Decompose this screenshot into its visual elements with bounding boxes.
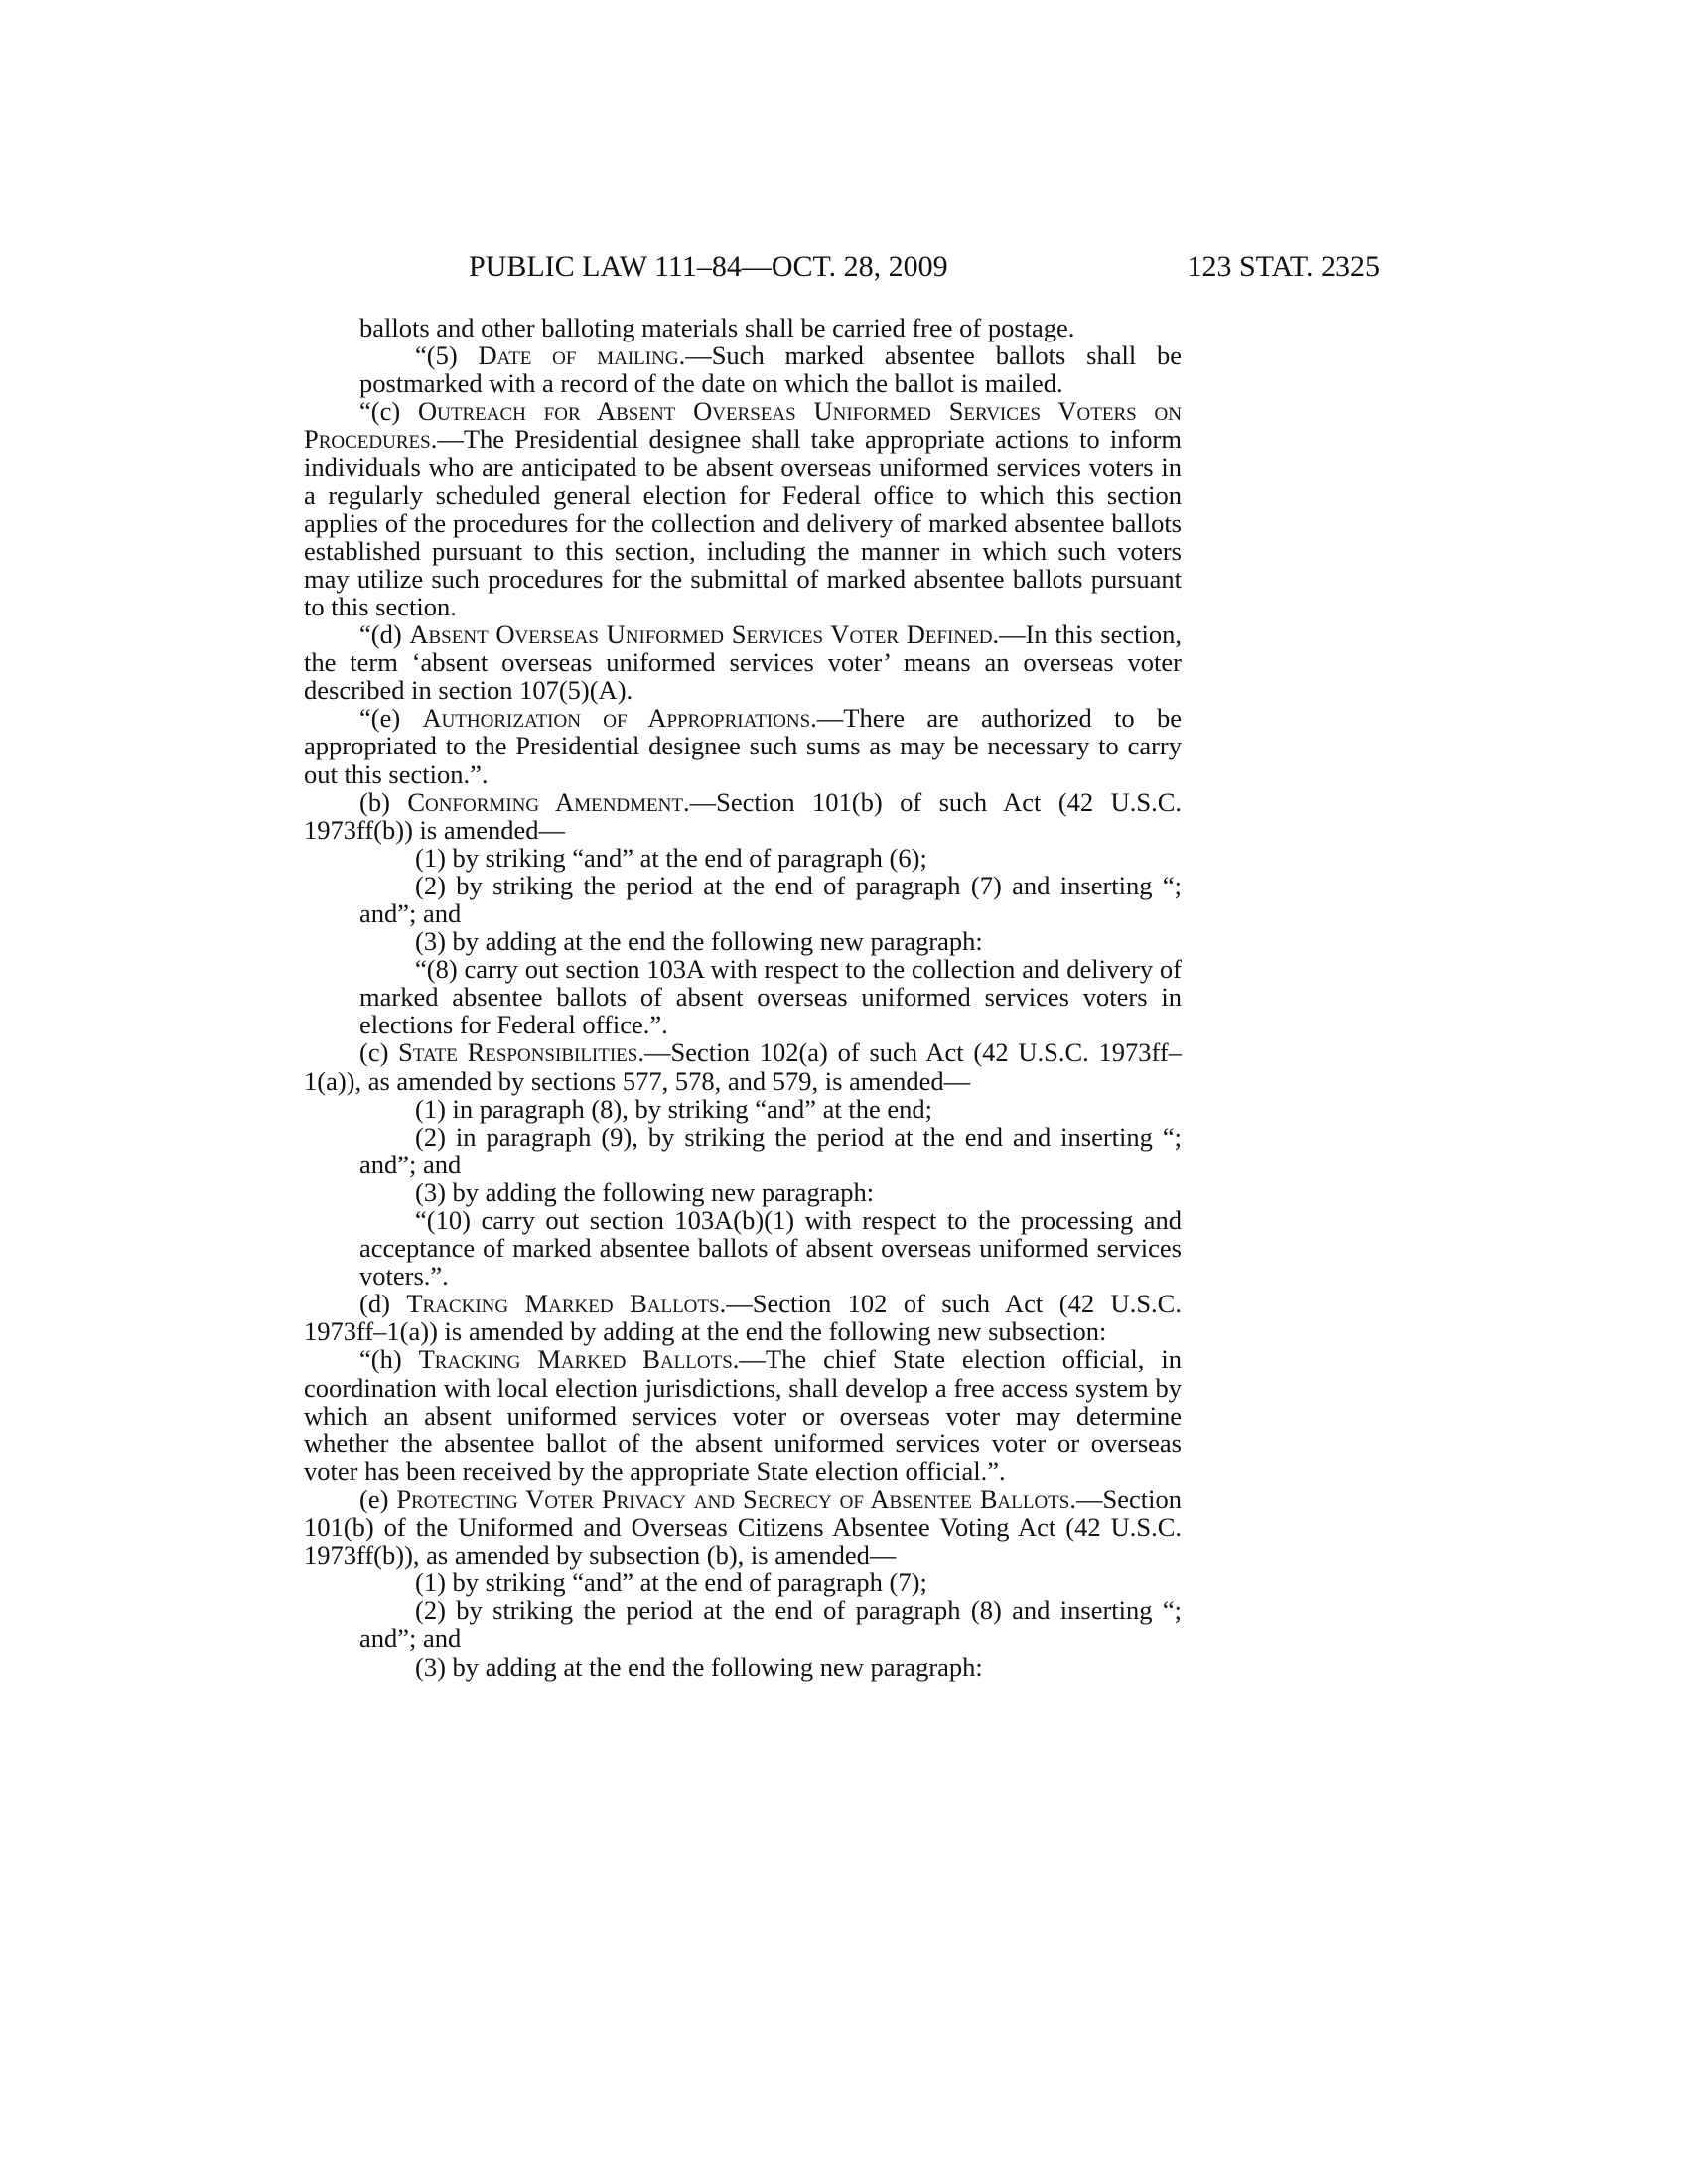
paragraph (304, 1290, 1182, 1345)
text-run: “(e) (359, 703, 423, 734)
section-heading: Tracking Marked Ballots (418, 1344, 733, 1375)
section-heading: Date of mailing (478, 341, 679, 371)
text-run: ballots and other balloting materials shall be carried free of postage. (359, 313, 1075, 342)
text-run: (1) by striking “and” at the end of paragraph (6); (415, 842, 927, 873)
paragraph (304, 1095, 1182, 1123)
text-run: (c) (359, 1037, 399, 1068)
text-run: .—The Presidential designee shall take appropriate actions to inform individuals who are anticipated to be absent overseas uniformed services voters in a regularly scheduled general election for Federal office to which this section applies of the procedures for the collection and delivery of marked absentee ballots established pursuant to this section, including the manner in which such voters may utilize such procedures for the submittal of marked absentee ballots pursuant to this section. (304, 424, 1182, 621)
paragraph (304, 1596, 1182, 1652)
section-heading: Outreach for Absent Overseas Uniformed Services Voters on Procedures (304, 396, 1182, 455)
text-run: “(5) (415, 341, 479, 371)
text-run: “(10) carry out section 103A(b)(1) with respect to the processing and acceptance of marked absentee ballots of absent overseas uniformed services voters.”. (359, 1205, 1182, 1292)
text-run: (e) (359, 1483, 397, 1514)
paragraph (304, 314, 1182, 341)
header-public-law: PUBLIC LAW 111–84—OCT. 28, 2009 (469, 250, 948, 283)
text-run: .—Section 101(b) of the Uniformed and Overseas Citizens Absentee Voting Act (42 U.S.C. 1973ff(b)), as amended by subsection (b), is amended— (304, 1483, 1182, 1570)
paragraph (304, 955, 1182, 1038)
paragraph (304, 1038, 1182, 1094)
header-stat-page: 123 STAT. 2325 (1187, 250, 1380, 283)
section-heading: Protecting Voter Privacy and Secrecy of Absentee Ballots (396, 1483, 1070, 1514)
text-run: (2) by striking the period at the end of paragraph (7) and inserting “; and”; and (359, 870, 1182, 928)
text-run: .—The chief State election official, in coordination with local election jurisdictions, shall develop a free access system by which an absent uniformed services voter or overseas voter may determine whether the absentee ballot of the absent uniformed services voter or overseas voter has been received by the appropriate State election official.”. (304, 1344, 1182, 1486)
paragraph (304, 1345, 1182, 1484)
paragraph (304, 704, 1182, 787)
document-body (304, 314, 1182, 1681)
paragraph (304, 1485, 1182, 1569)
text-run: “(h) (359, 1344, 419, 1375)
text-run: (3) by adding at the end the following new paragraph: (415, 926, 983, 957)
text-run: “(d) (359, 619, 410, 650)
text-run: .—There are authorized to be appropriated to the Presidential designee such sums as may be necessary to carry out this section.”. (304, 703, 1182, 789)
section-heading: State Responsibilities (398, 1037, 638, 1068)
paragraph (304, 1653, 1182, 1681)
text-run: .—Section 102(a) of such Act (42 U.S.C. 1973ff–1(a)), as amended by sections 577, 578, and 579, is amended— (304, 1037, 1182, 1096)
text-run: (1) in paragraph (8), by striking “and” at the end; (415, 1093, 932, 1124)
text-run: (2) by striking the period at the end of paragraph (8) and inserting “; and”; and (359, 1595, 1182, 1654)
text-run: (b) (359, 786, 408, 817)
text-run: .—In this section, the term ‘absent overseas uniformed services voter’ means an overseas voter described in section 107(5)(A). (304, 619, 1182, 706)
text-run: (3) by adding at the end the following new paragraph: (415, 1651, 983, 1682)
text-run: .—Section 101(b) of such Act (42 U.S.C. 1973ff(b)) is amended— (304, 786, 1183, 845)
paragraph (304, 844, 1182, 872)
text-run: (3) by adding the following new paragraph: (415, 1176, 875, 1207)
paragraph (304, 1569, 1182, 1596)
paragraph (304, 927, 1182, 955)
text-run: (2) in paragraph (9), by striking the period at the end and inserting “; and”; and (359, 1121, 1182, 1179)
paragraph (304, 1123, 1182, 1178)
page-header (298, 250, 1380, 290)
paragraph (304, 788, 1182, 844)
text-run: “(8) carry out section 103A with respect to the collection and delivery of marked absentee ballots of absent overseas uniformed services voters in elections for Federal office.”. (359, 954, 1182, 1040)
text-run: .—Such marked absentee ballots shall be postmarked with a record of the date on which the ballot is mailed. (359, 341, 1182, 399)
section-heading: Conforming Amendment (407, 786, 683, 817)
paragraph (304, 872, 1182, 927)
text-run: (d) (359, 1289, 407, 1319)
paragraph (304, 1178, 1182, 1206)
section-heading: Tracking Marked Ballots (406, 1289, 720, 1319)
section-heading: Absent Overseas Uniformed Services Voter Defined (409, 619, 993, 650)
paragraph (304, 397, 1182, 620)
paragraph (304, 341, 1182, 397)
paragraph (304, 1206, 1182, 1290)
text-run: (1) by striking “and” at the end of paragraph (7); (415, 1568, 927, 1598)
text-run: .—Section 102 of such Act (42 U.S.C. 1973ff–1(a)) is amended by adding at the end the following new subsection: (304, 1289, 1182, 1347)
text-run: “(c) (359, 396, 418, 427)
paragraph (304, 620, 1182, 704)
section-heading: Authorization of Appropriations (422, 703, 811, 734)
